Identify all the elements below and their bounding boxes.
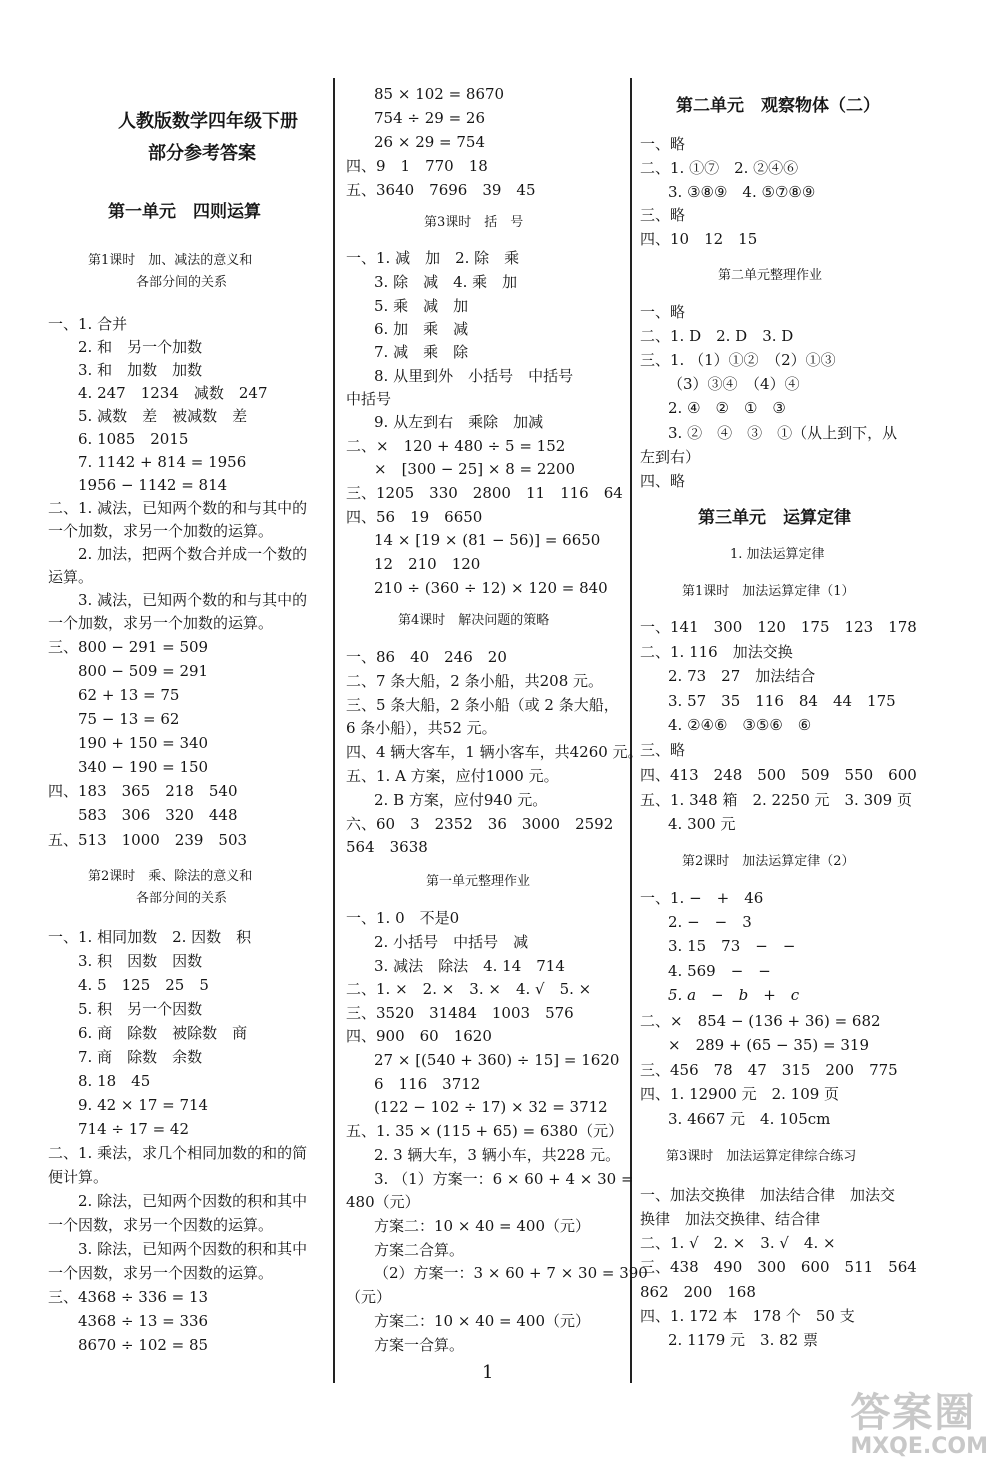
answer-line: 714 ÷ 17 = 42 (78, 1120, 190, 1138)
answer-line: 换律 加法交换律、结合律 (640, 1210, 821, 1228)
unit-heading: 第二单元 观察物体（二） (676, 96, 880, 116)
answer-line: 2. 加法，把两个数合并成一个数的 (78, 545, 308, 563)
answer-line: 四、10 12 15 (640, 230, 758, 248)
answer-line: 210 ÷ (360 ÷ 12) × 120 = 840 (374, 579, 608, 597)
answer-line: 五、513 1000 239 503 (48, 831, 248, 849)
answer-line: 4. 247 1234 减数 247 (78, 384, 268, 402)
answer-line: 2. 除法，已知两个因数的积和其中 (78, 1192, 308, 1210)
answer-line: 一、1. 相同加数 2. 因数 积 (48, 928, 252, 946)
answer-line: 四、略 (640, 472, 686, 490)
answer-line: 3. 减法 除法 4. 14 714 (374, 957, 565, 975)
answer-line: 三、1. （1）①② （2）①③ (640, 351, 836, 369)
answer-line: 4. 569 − − (668, 962, 771, 980)
answer-line: 75 − 13 = 62 (78, 710, 180, 728)
answer-line: 方案一合算。 (374, 1336, 465, 1354)
answer-line: 五、1. 348 箱 2. 2250 元 3. 309 页 (640, 791, 912, 809)
answer-line: 62 + 13 = 75 (78, 686, 180, 704)
answer-line: 583 306 320 448 (78, 806, 238, 824)
answer-line: 4. 5 125 25 5 (78, 976, 209, 994)
answer-line: 一个加数，求另一个加数的运算。 (48, 522, 274, 540)
answer-line: 8. 18 45 (78, 1072, 151, 1090)
answer-line: 8670 ÷ 102 = 85 (78, 1336, 209, 1354)
answer-line: 2. ④ ② ① ③ (668, 399, 786, 417)
answer-line: 便计算。 (48, 1168, 109, 1186)
watermark-site: MXQE.COM (850, 1434, 988, 1459)
answer-line: 六、60 3 2352 36 3000 2592 (346, 815, 614, 833)
column-divider (333, 78, 335, 1383)
answer-line: 二、1. 116 加法交换 (640, 643, 793, 661)
watermark-logo-text: 答案圈 (850, 1390, 977, 1436)
answer-line: 二、× 120 + 480 ÷ 5 = 152 (346, 437, 566, 455)
answer-line: 480（元） (346, 1193, 420, 1211)
answer-line: 一、1. − + 46 (640, 889, 764, 907)
answer-line: 9. 从左到右 乘除 加减 (374, 413, 544, 431)
answer-line: 三、438 490 300 600 511 564 (640, 1258, 917, 1276)
answer-line: 2. 73 27 加法结合 (668, 667, 816, 685)
answer-line: 5. 乘 减 加 (374, 297, 469, 315)
answer-line: 五、1. 35 × (115 + 65) = 6380（元） (346, 1122, 624, 1140)
lesson-heading: 第2课时 乘、除法的意义和 (88, 869, 253, 884)
answer-line: 三、4368 ÷ 336 = 13 (48, 1288, 209, 1306)
answer-line: 方案二：10 × 40 = 400（元） (374, 1312, 591, 1330)
answer-line: 2. B 方案，应付940 元。 (374, 791, 548, 809)
answer-line: 一、86 40 246 20 (346, 648, 507, 666)
answer-line: 3. 除 减 4. 乘 加 (374, 273, 518, 291)
answer-line: 二、1. 乘法，求几个相同加数的和的简 (48, 1144, 308, 1162)
answer-line: 26 × 29 = 754 (374, 133, 486, 151)
answer-line: 四、1. 172 本 178 个 50 支 (640, 1307, 855, 1325)
answer-line: 2. − − 3 (668, 913, 752, 931)
answer-line: 四、9 1 770 18 (346, 157, 488, 175)
answer-line: 一、141 300 120 175 123 178 (640, 618, 917, 636)
answer-line: 一个因数，求另一个因数的运算。 (48, 1264, 274, 1282)
answer-line: 4. 300 元 (668, 815, 736, 833)
answer-line: 14 × [19 × (81 − 56)] = 6650 (374, 531, 601, 549)
answer-line: 三、5 条大船，2 条小船（或 2 条大船， (346, 696, 619, 714)
answer-line: 6 116 3712 (374, 1075, 481, 1093)
answer-line: 6 条小船），共52 元。 (346, 719, 497, 737)
answer-line: 一、加法交换律 加法结合律 加法交 (640, 1186, 896, 1204)
lesson-heading: 第3课时 加法运算定律综合练习 (666, 1149, 857, 1164)
watermark (850, 1391, 988, 1459)
answer-line: 四、56 19 6650 (346, 508, 483, 526)
answer-line: 6. 加 乘 减 (374, 320, 469, 338)
doc-subtitle: 部分参考答案 (148, 143, 256, 164)
answer-line: 3. （1）方案一：6 × 60 + 4 × 30 = (374, 1170, 634, 1188)
answer-line: 9. 42 × 17 = 714 (78, 1096, 209, 1114)
answer-line: 一个加数，求另一个加数的运算。 (48, 614, 274, 632)
answer-line: 五、1. A 方案，应付1000 元。 (346, 767, 559, 785)
answer-line: 85 × 102 = 8670 (374, 85, 505, 103)
lesson-heading: 第1课时 加法运算定律（1） (682, 584, 855, 599)
answer-line: （2）方案一：3 × 60 + 7 × 30 = 390 (374, 1264, 648, 1282)
answer-line: 运算。 (48, 568, 94, 586)
answer-line: 二、1. ①⑦ 2. ②④⑥ (640, 159, 799, 177)
page-number: 1 (482, 1362, 494, 1383)
answer-line: 800 − 509 = 291 (78, 662, 209, 680)
answer-line: 三、456 78 47 315 200 775 (640, 1061, 898, 1079)
answer-line: 四、183 365 218 540 (48, 782, 238, 800)
lesson-heading: 第1课时 加、减法的意义和 (88, 253, 253, 268)
doc-title: 人教版数学四年级下册 (118, 111, 298, 132)
answer-line: 一、略 (640, 135, 686, 153)
answer-line: 三、3520 31484 1003 576 (346, 1004, 574, 1022)
answer-line: 二、1. √ 2. × 3. √ 4. × (640, 1234, 836, 1252)
answer-line: 三、略 (640, 206, 686, 224)
answer-line: 一、1. 减 加 2. 除 乘 (346, 249, 520, 267)
lesson-heading: 各部分间的关系 (136, 275, 228, 290)
answer-line: 4. ②④⑥ ③⑤⑥ ⑥ (668, 716, 812, 734)
answer-line: (122 − 102 ÷ 17) × 32 = 3712 (374, 1098, 608, 1116)
answer-line: 四、900 60 1620 (346, 1027, 492, 1045)
answer-line: 左到右） (640, 448, 701, 466)
answer-line: 四、1. 12900 元 2. 109 页 (640, 1085, 840, 1103)
answer-line: 中括号 (346, 390, 392, 408)
unit-heading: 第一单元 四则运算 (108, 202, 261, 222)
answer-line: × [300 − 25] × 8 = 2200 (374, 460, 576, 478)
answer-line: 一个因数，求另一个因数的运算。 (48, 1216, 274, 1234)
answer-line: 2. 和 另一个加数 (78, 338, 203, 356)
answer-line: 方案二：10 × 40 = 400（元） (374, 1217, 591, 1235)
answer-line: 340 − 190 = 150 (78, 758, 209, 776)
answer-line: 二、1. D 2. D 3. D (640, 327, 794, 345)
answer-line: 27 × [(540 + 360) ÷ 15] = 1620 (374, 1051, 620, 1069)
answer-line: 4368 ÷ 13 = 336 (78, 1312, 209, 1330)
answer-line: 862 200 168 (640, 1283, 756, 1301)
answer-line: 3. 减法，已知两个数的和与其中的 (78, 591, 308, 609)
answer-line: 3. 4667 元 4. 105cm (668, 1110, 831, 1128)
unit-heading: 第三单元 运算定律 (698, 508, 851, 528)
lesson-heading: 第4课时 解决问题的策略 (398, 613, 550, 628)
answer-line: 6. 商 除数 被除数 商 (78, 1024, 248, 1042)
answer-line: 二、× 854 − (136 + 36) = 682 (640, 1012, 881, 1030)
answer-line: （元） (346, 1288, 392, 1306)
answer-line: × 289 + (65 − 35) = 319 (668, 1036, 870, 1054)
answer-line: 8. 从里到外 小括号 中括号 (374, 367, 574, 385)
lesson-heading: 第二单元整理作业 (718, 268, 823, 283)
answer-line: 3. 15 73 − − (668, 937, 796, 955)
section-heading: 1. 加法运算定律 (730, 547, 825, 562)
answer-line: 2. 3 辆大车，3 辆小车，共228 元。 (374, 1146, 621, 1164)
answer-line: 二、1. × 2. × 3. × 4. √ 5. × (346, 980, 592, 998)
lesson-heading: 第一单元整理作业 (426, 874, 531, 889)
answer-line: 5. a − b + c (668, 986, 800, 1004)
answer-line: 二、7 条大船，2 条小船，共208 元。 (346, 672, 604, 690)
answer-line: 3. ② ④ ③ ①（从上到下，从 (668, 424, 898, 442)
answer-line: 一、1. 0 不是0 (346, 909, 460, 927)
answer-line: 五、3640 7696 39 45 (346, 181, 536, 199)
answer-line: 7. 商 除数 余数 (78, 1048, 203, 1066)
lesson-heading: 各部分间的关系 (136, 891, 228, 906)
answer-line: 方案二合算。 (374, 1241, 465, 1259)
answer-line: 一、1. 合并 (48, 315, 128, 333)
answer-line: 二、1. 减法，已知两个数的和与其中的 (48, 499, 308, 517)
answer-line: （3）③④ （4）④ (668, 375, 800, 393)
answer-line: 2. 1179 元 3. 82 票 (668, 1331, 818, 1349)
answer-line: 四、4 辆大客车，1 辆小客车，共4260 元。 (346, 743, 643, 761)
answer-line: 3. 57 35 116 84 44 175 (668, 692, 896, 710)
answer-line: 三、800 − 291 = 509 (48, 638, 209, 656)
lesson-heading: 第3课时 括 号 (424, 215, 524, 230)
answer-line: 3. ③⑧⑨ 4. ⑤⑦⑧⑨ (668, 183, 816, 201)
answer-line: 5. 减数 差 被减数 差 (78, 407, 248, 425)
answer-line: 7. 减 乘 除 (374, 343, 469, 361)
answer-line: 3. 和 加数 加数 (78, 361, 203, 379)
answer-line: 564 3638 (346, 838, 428, 856)
answer-line: 754 ÷ 29 = 26 (374, 109, 486, 127)
answer-line: 三、略 (640, 741, 686, 759)
answer-line: 190 + 150 = 340 (78, 734, 209, 752)
answer-line: 6. 1085 2015 (78, 430, 189, 448)
answer-line: 12 210 120 (374, 555, 481, 573)
answer-line: 四、413 248 500 509 550 600 (640, 766, 917, 784)
lesson-heading: 第2课时 加法运算定律（2） (682, 854, 855, 869)
answer-line: 一、略 (640, 303, 686, 321)
answer-line: 5. 积 另一个因数 (78, 1000, 203, 1018)
answer-line: 7. 1142 + 814 = 1956 (78, 453, 247, 471)
answer-line: 1956 − 1142 = 814 (78, 476, 228, 494)
answer-line: 三、1205 330 2800 11 116 64 (346, 484, 623, 502)
answer-line: 3. 除法，已知两个因数的积和其中 (78, 1240, 308, 1258)
answer-line: 2. 小括号 中括号 减 (374, 933, 529, 951)
answer-line: 3. 积 因数 因数 (78, 952, 203, 970)
